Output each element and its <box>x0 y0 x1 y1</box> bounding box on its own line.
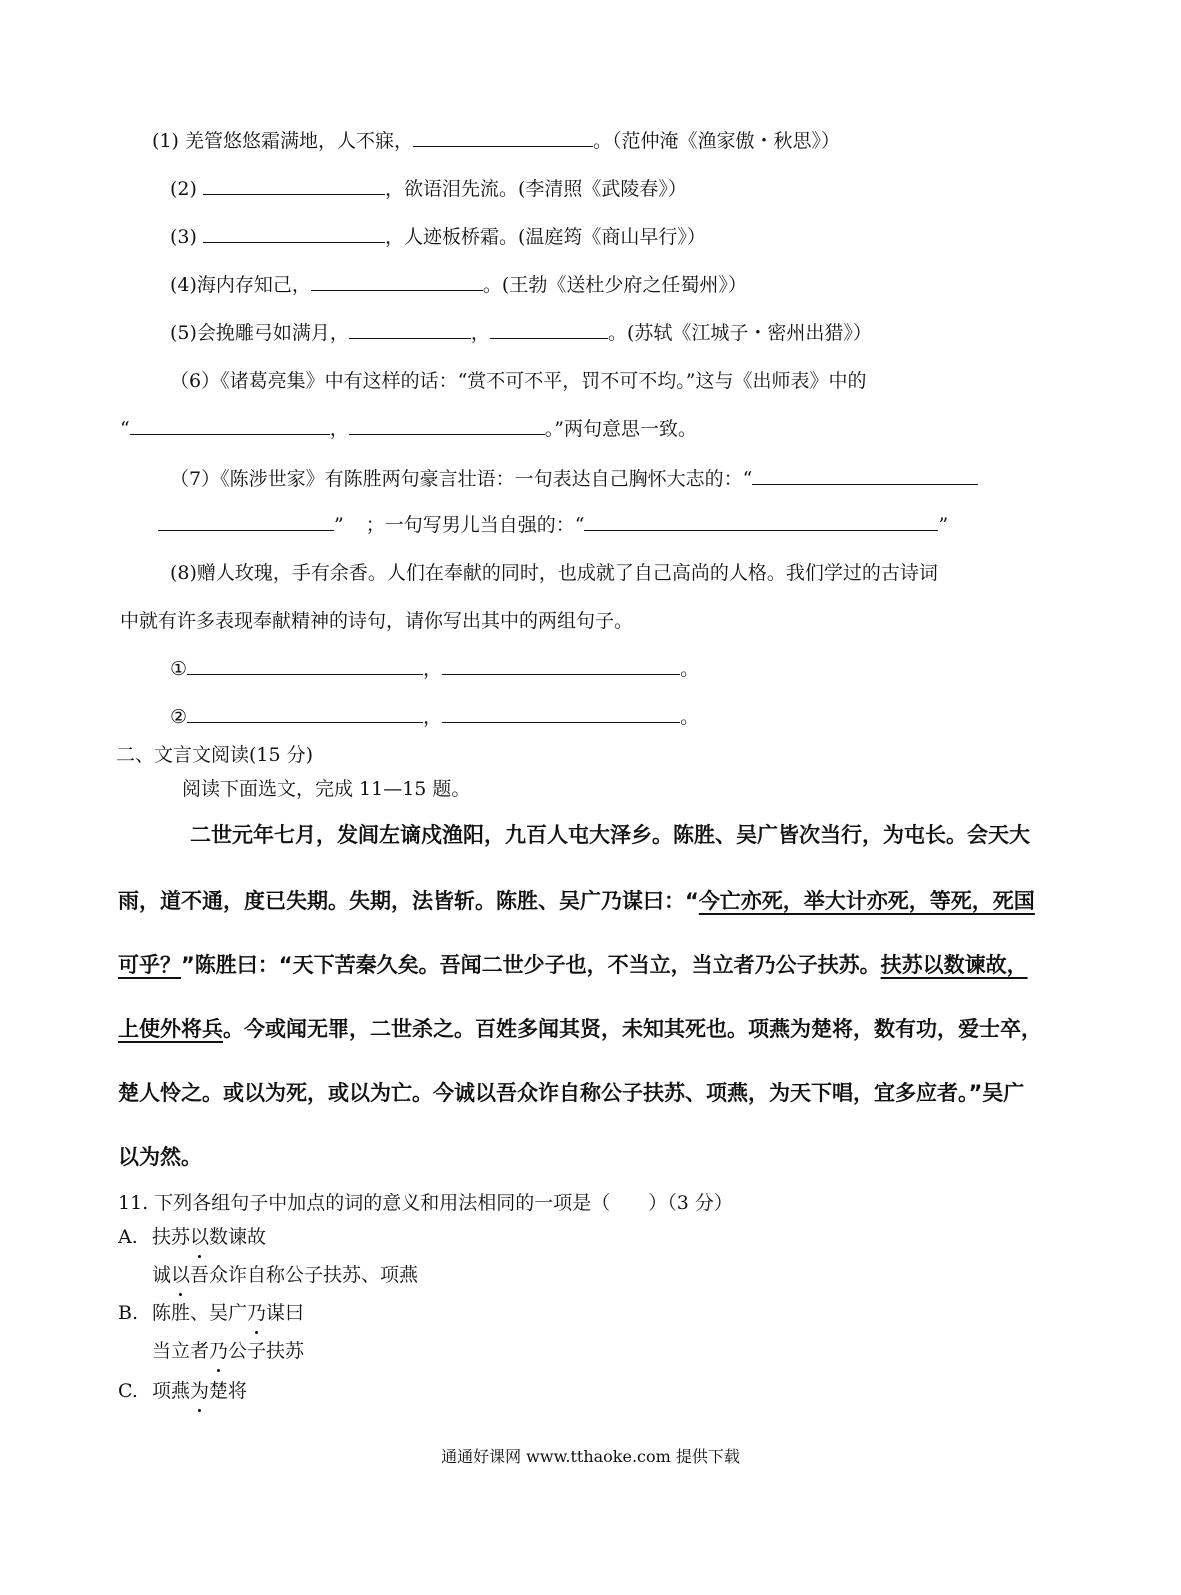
period: 。 <box>680 706 700 728</box>
underlined-sentence: 扶苏以数谏故， <box>880 953 1028 977</box>
answer-blank[interactable] <box>413 128 593 147</box>
dotted-word: 为 <box>190 1380 210 1402</box>
question-5-source: 。(苏轼《江城子・密州出猎》） <box>607 322 872 344</box>
dotted-word: 以 <box>190 1226 210 1248</box>
question-5-text: (5)会挽雕弓如满月， <box>170 322 349 344</box>
passage-line-3 <box>118 950 1028 980</box>
answer-blank[interactable] <box>442 704 680 723</box>
question-1 <box>152 128 840 154</box>
option-c[interactable] <box>118 1378 247 1404</box>
question-3-number: (3) <box>170 226 203 248</box>
option-text: 诚 <box>152 1264 172 1286</box>
underlined-sentence: 上使外将兵 <box>118 1017 223 1041</box>
answer-blank[interactable] <box>187 656 423 675</box>
question-1-text: (1) 羌管悠悠霜满地，人不寐， <box>152 130 413 152</box>
passage-line-6: 以为然。 <box>118 1145 202 1169</box>
answer-blank[interactable] <box>203 176 385 195</box>
option-text: 当立者 <box>152 1340 210 1362</box>
passage-text: ”陈胜曰：“天下苦秦久矣。吾闻二世少子也，不当立，当立者乃公子扶苏。 <box>181 953 881 977</box>
passage-line-5: 楚人怜之。或以为死，或以为亡。今诚以吾众诈自称公子扶苏、项燕，为天下唱，宜多应者。”吴广 <box>118 1081 1025 1105</box>
answer-line-2 <box>170 704 699 730</box>
question-7-line-1 <box>170 466 978 492</box>
dotted-word: 以 <box>171 1264 191 1286</box>
option-text: 扶苏 <box>152 1226 191 1248</box>
option-text: 陈胜、吴广 <box>152 1302 248 1324</box>
answer-blank[interactable] <box>349 416 545 435</box>
dotted-word: 乃 <box>247 1302 267 1324</box>
question-4-text: (4)海内存知己， <box>170 274 311 296</box>
question-6-tail: 。”两句意思一致。 <box>544 418 697 440</box>
passage-line-4 <box>118 1014 1042 1044</box>
section-heading: 二、文言文阅读(15 分) <box>116 744 314 766</box>
option-a-sentence-2 <box>152 1262 418 1288</box>
question-2 <box>170 176 687 202</box>
question-3 <box>170 224 706 250</box>
option-b-sentence-2 <box>152 1338 304 1364</box>
close-quote: ” <box>334 514 344 536</box>
option-a[interactable] <box>118 1224 266 1250</box>
underlined-sentence: 今亡亦死，举大计亦死，等死，死国 <box>698 889 1035 913</box>
comma: ， <box>329 418 349 440</box>
answer-blank[interactable] <box>158 512 334 531</box>
question-11-stem: 11. 下列各组句子中加点的词的意义和用法相同的一项是（ ）（3 分） <box>118 1192 733 1214</box>
question-7-second-prompt: ；一句写男儿当自强的：“ <box>365 514 585 536</box>
question-6-line-2 <box>120 416 697 442</box>
question-4-source: 。(王勃《送杜少府之任蜀州》） <box>482 274 747 296</box>
option-label: C. <box>118 1380 138 1402</box>
open-quote: “ <box>120 418 130 440</box>
question-3-source: ，人迹板桥霜。(温庭筠《商山早行》） <box>384 226 706 248</box>
dotted-word: 乃 <box>209 1340 229 1362</box>
answer-blank[interactable] <box>752 466 978 485</box>
circle-number: ① <box>170 658 188 680</box>
period: 。 <box>680 658 700 680</box>
answer-blank[interactable] <box>203 224 385 243</box>
circle-number: ② <box>170 706 188 728</box>
passage-line-1: 二世元年七月，发闾左谪戍渔阳，九百人屯大泽乡。陈胜、吴广皆次当行，为屯长。会天大 <box>190 823 1030 847</box>
comma: ， <box>423 658 443 680</box>
question-2-source: ，欲语泪先流。(李清照《武陵春》） <box>384 178 687 200</box>
page-footer: 通通好课网 www.tthaoke.com 提供下载 <box>441 1447 740 1466</box>
question-8-line-1: (8)赠人玫瑰，手有余香。人们在奉献的同时，也成就了自己高尚的人格。我们学过的古诗词 <box>170 562 938 584</box>
option-text: 楚将 <box>209 1380 248 1402</box>
option-text: 谋曰 <box>266 1302 305 1324</box>
section-instruction: 阅读下面选文，完成 11—15 题。 <box>182 778 471 800</box>
passage-line-2 <box>118 886 1035 916</box>
answer-line-1 <box>170 656 699 682</box>
option-b[interactable] <box>118 1300 304 1326</box>
question-2-number: (2) <box>170 178 203 200</box>
option-label: B. <box>118 1302 139 1324</box>
underlined-sentence: 可乎？ <box>118 953 181 977</box>
option-label: A. <box>118 1226 138 1248</box>
answer-blank[interactable] <box>311 272 483 291</box>
comma: ， <box>423 706 443 728</box>
answer-blank[interactable] <box>584 512 938 531</box>
answer-blank[interactable] <box>187 704 423 723</box>
answer-blank[interactable] <box>130 416 330 435</box>
question-4 <box>170 272 747 298</box>
option-text: 数谏故 <box>209 1226 267 1248</box>
close-quote: ” <box>938 514 949 536</box>
passage-text: 雨，道不通，度已失期。失期，法皆斩。陈胜、吴广乃谋曰：“ <box>118 889 699 913</box>
question-8-line-2: 中就有许多表现奉献精神的诗句，请你写出其中的两组句子。 <box>120 610 634 632</box>
answer-blank[interactable] <box>349 320 471 339</box>
question-5 <box>170 320 872 346</box>
question-7-line-2 <box>158 512 948 538</box>
answer-blank[interactable] <box>442 656 680 675</box>
question-7-text: （7）《陈涉世家》有陈胜两句豪言壮语：一句表达自己胸怀大志的：“ <box>170 468 753 490</box>
option-text: 吾众诈自称公子扶苏、项燕 <box>190 1264 419 1286</box>
option-text: 项燕 <box>152 1380 191 1402</box>
option-text: 公子扶苏 <box>228 1340 305 1362</box>
question-6-line-1: （6）《诸葛亮集》中有这样的话：“赏不可不平，罚不可不均。”这与《出师表》中的 <box>170 370 867 392</box>
question-1-source: 。（范仲淹《渔家傲・秋思》） <box>592 130 840 152</box>
passage-text: 。今或闻无罪，二世杀之。百姓多闻其贤，未知其死也。项燕为楚将，数有功，爱士卒， <box>223 1017 1042 1041</box>
answer-blank[interactable] <box>490 320 608 339</box>
comma: ， <box>470 322 490 344</box>
